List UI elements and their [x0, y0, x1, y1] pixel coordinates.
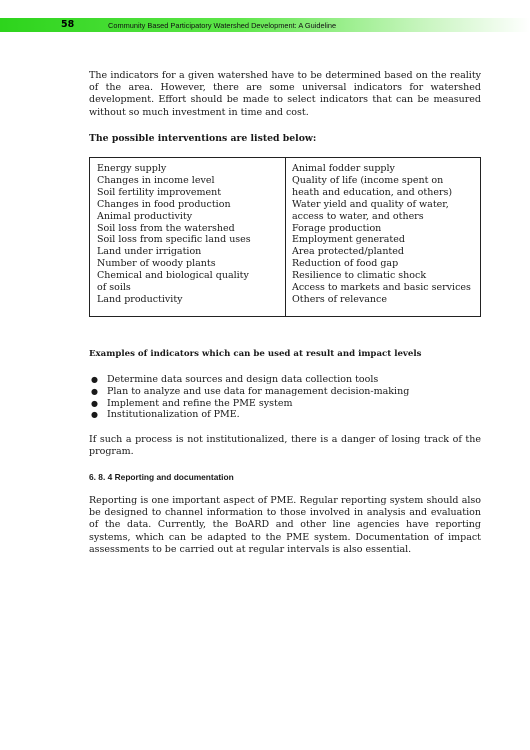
list-item [89, 398, 481, 410]
bullet-icon: ● [91, 398, 98, 408]
intro-paragraph: The indicators for a given watershed have to be determined based on the reality of the area. However, there are some universal indicators for watershed development. Effort should be made to select indicators that can be measured without so much investment in time and cost. [89, 70, 481, 118]
section-heading: 6. 8. 4 Reporting and documentation [89, 471, 234, 482]
warning-paragraph: If such a process is not institutionalized, there is a danger of losing track of the program. [89, 434, 481, 458]
table-cell: Land under irrigation [97, 246, 202, 258]
table-cell: Chemical and biological quality [97, 270, 249, 282]
table-cell: Soil fertility improvement [97, 186, 222, 198]
table-cell: Number of woody plants [97, 258, 216, 270]
interventions-heading: The possible interventions are listed below: [89, 132, 317, 144]
indicator-bullet-list [89, 374, 481, 421]
bullet-icon: ● [91, 375, 98, 385]
list-item-text: Plan to analyze and use data for management decision-making [107, 385, 410, 397]
interventions-table [89, 157, 481, 317]
table-cell: Changes in income level [97, 174, 215, 186]
interventions-left-column [90, 158, 285, 316]
table-cell: Resilience to climatic shock [292, 270, 427, 282]
table-cell: Animal productivity [97, 210, 193, 222]
bullet-icon: ● [91, 386, 98, 396]
table-cell: Reduction of food gap [292, 258, 399, 270]
interventions-right-column [285, 158, 480, 316]
table-cell: Water yield and quality of water, [292, 198, 449, 210]
table-cell: of soils [97, 282, 131, 294]
table-cell: Area protected/planted [292, 246, 404, 258]
page-number: 58 [61, 19, 75, 30]
table-cell: access to water, and others [292, 210, 424, 222]
table-cell: Others of relevance [292, 293, 387, 305]
table-cell: Forage production [292, 222, 382, 234]
reporting-paragraph: Reporting is one important aspect of PME. Regular reporting system should also be designed to channel information to those involved in analysis and evaluation of the data. Currently, the BoARD and other line agencies have reporting systems, which can be adapted to the PME system. Documentation of impact assessments to be carried out at regular intervals is also essential. [89, 494, 481, 555]
table-cell: Employment generated [292, 234, 405, 246]
table-cell: Land productivity [97, 293, 183, 305]
table-cell: Energy supply [97, 163, 167, 175]
table-cell: Access to markets and basic services [292, 282, 471, 294]
page-content [89, 70, 481, 556]
list-item [89, 386, 481, 398]
examples-heading: Examples of indicators which can be used at result and impact levels [89, 348, 422, 359]
table-cell: Quality of life (income spent on [292, 174, 444, 186]
table-cell: heath and education, and others) [292, 186, 453, 198]
list-item [89, 409, 481, 421]
running-title: Community Based Participatory Watershed Development: A Guideline [108, 21, 337, 30]
table-cell: Animal fodder supply [292, 163, 395, 175]
list-item-text: Implement and refine the PME system [107, 397, 293, 409]
table-cell: Soil loss from specific land uses [97, 234, 251, 246]
table-cell: Soil loss from the watershed [97, 222, 235, 234]
list-item-text: Institutionalization of PME. [107, 409, 240, 421]
table-cell: Changes in food production [97, 198, 231, 210]
list-item-text: Determine data sources and design data collection tools [107, 374, 379, 386]
list-item [89, 374, 481, 386]
bullet-icon: ● [91, 410, 98, 420]
